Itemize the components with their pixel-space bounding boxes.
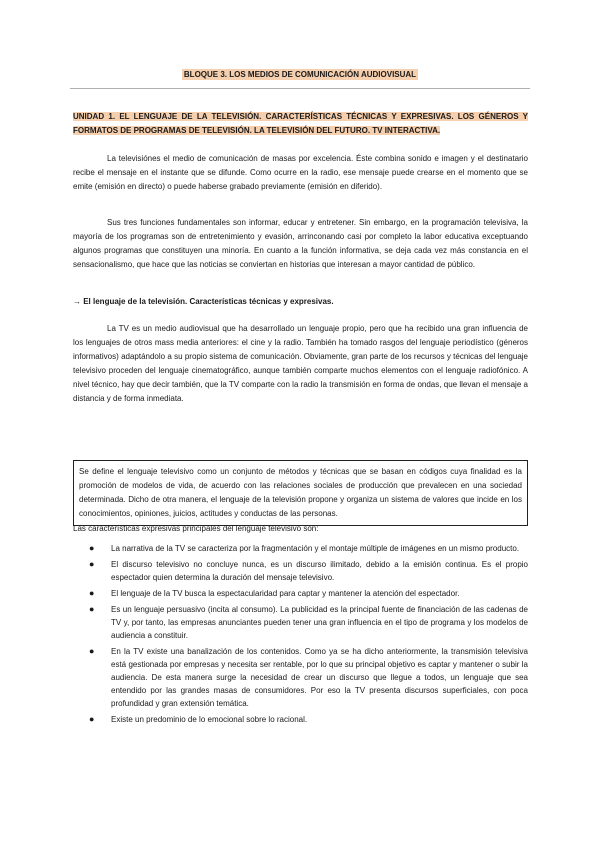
bullet-icon: ● xyxy=(89,604,95,614)
list-item-text: Es un lenguaje persuasivo (incita al consumo). La publicidad es la principal fuente de financiación de las cadenas de TV y, por tanto, las empresas anunciantes pueden tener una gran influencia en el tipo de programa y los modelos de audiencia a constituir. xyxy=(111,605,528,640)
list-item-text: La narrativa de la TV se caracteriza por la fragmentación y el montaje múltiple de imágenes en un mismo producto. xyxy=(111,544,520,553)
bullet-icon: ● xyxy=(89,588,95,598)
definition-box: Se define el lenguaje televisivo como un conjunto de métodos y técnicas que se basan en códigos cuya finalidad es la promoción de modelos de vida, de acuerdo con las relaciones sociales de producción que prevalecen en una sociedad determinada. Dicho de otra manera, el lenguaje de la televisión propone y organiza un sistema de valores que incide en los conocimientos, opiniones, juicios, actitudes y conductas de las personas. xyxy=(73,460,528,526)
list-intro: Las características expresivas principales del lenguaje televisivo son: xyxy=(73,524,319,533)
unit-heading xyxy=(73,110,528,138)
language-paragraph: La TV es un medio audiovisual que ha desarrollado un lenguaje propio, pero que ha recibido una gran influencia de los lenguajes de otros mass media anteriores: el cine y la radio. También ha tomado rasgos del lenguaje periodístico (géneros informativos) adaptándolo a su propio sistema de comunicación. Obviamente, gran parte de los recursos y técnicas del lenguaje televisivo proceden del lenguaje cinematográfico, aunque también comparte muchos elementos con el lenguaje radiofónico. A nivel técnico, hay que decir también, que la TV comparte con la radio la transmisión en forma de ondas, que llevan el mensaje a distancia y de forma inmediata. xyxy=(73,324,528,403)
functions-paragraph: Sus tres funciones fundamentales son informar, educar y entretener. Sin embargo, en la programación televisiva, la mayoría de los programas son de entretenimiento y evasión, arrinconando casi por completo la labor educativa exceptuando algunos programas que constituyen una minoría. En cuanto a la función informativa, se deja cada vez más constancia en el sensacionalismo, que hace que las noticias se conviertan en historias que interesan a mayor cantidad de público. xyxy=(73,218,528,269)
list-item-text: El lenguaje de la TV busca la espectacularidad para captar y mantener la atención del espectador. xyxy=(111,589,460,598)
title-divider xyxy=(70,88,530,89)
section-heading: → El lenguaje de la televisión. Características técnicas y expresivas. xyxy=(73,297,334,306)
list-item xyxy=(73,603,528,642)
bullet-icon: ● xyxy=(89,559,95,569)
characteristics-list xyxy=(73,542,528,729)
bullet-icon: ● xyxy=(89,714,95,724)
list-item-text: Existe un predominio de lo emocional sobre lo racional. xyxy=(111,715,308,724)
list-item-text: El discurso televisivo no concluye nunca, es un discurso ilimitado, debido a la emisión continua. Es el propio espectador quien determina la duración del mensaje televisivo. xyxy=(111,560,528,582)
list-item xyxy=(73,542,528,555)
block-title-text: BLOQUE 3. LOS MEDIOS DE COMUNICACIÓN AUDIOVISUAL xyxy=(183,70,417,79)
unit-heading-text: UNIDAD 1. EL LENGUAJE DE LA TELEVISIÓN. CARACTERÍSTICAS TÉCNICAS Y EXPRESIVAS. LOS GÉNEROS Y FORMATOS DE PROGRAMAS DE TELEVISIÓN. LA TELEVISIÓN DEL FUTURO. TV INTERACTIVA. xyxy=(73,112,528,135)
block-title xyxy=(70,70,530,79)
bullet-icon: ● xyxy=(89,646,95,656)
list-item xyxy=(73,713,528,726)
list-item-text: En la TV existe una banalización de los contenidos. Como ya se ha dicho anteriormente, la transmisión televisiva está gestionada por empresas y necesita ser rentable, por lo que su principal objetivo es captar y mantener o subir la audiencia. De esta manera surge la necesidad de crear un discurso que llegue a todos, un lenguaje que sea entendido por las grandes masas de consumidores. Por eso la TV presenta discursos superficiales, con poca profundidad y gran extensión temática. xyxy=(111,647,528,708)
list-item xyxy=(73,587,528,600)
intro-paragraph: La televisiónes el medio de comunicación de masas por excelencia. Éste combina sonido e imagen y el destinatario recibe el mensaje en el instante que se difunde. Como ocurre en la radio, ese mensaje puede crearse en el momento que se emite (emisión en directo) o puede haberse grabado previamente (emisión en diferido). xyxy=(73,154,528,191)
list-item xyxy=(73,558,528,584)
list-item xyxy=(73,645,528,710)
bullet-icon: ● xyxy=(89,543,95,553)
